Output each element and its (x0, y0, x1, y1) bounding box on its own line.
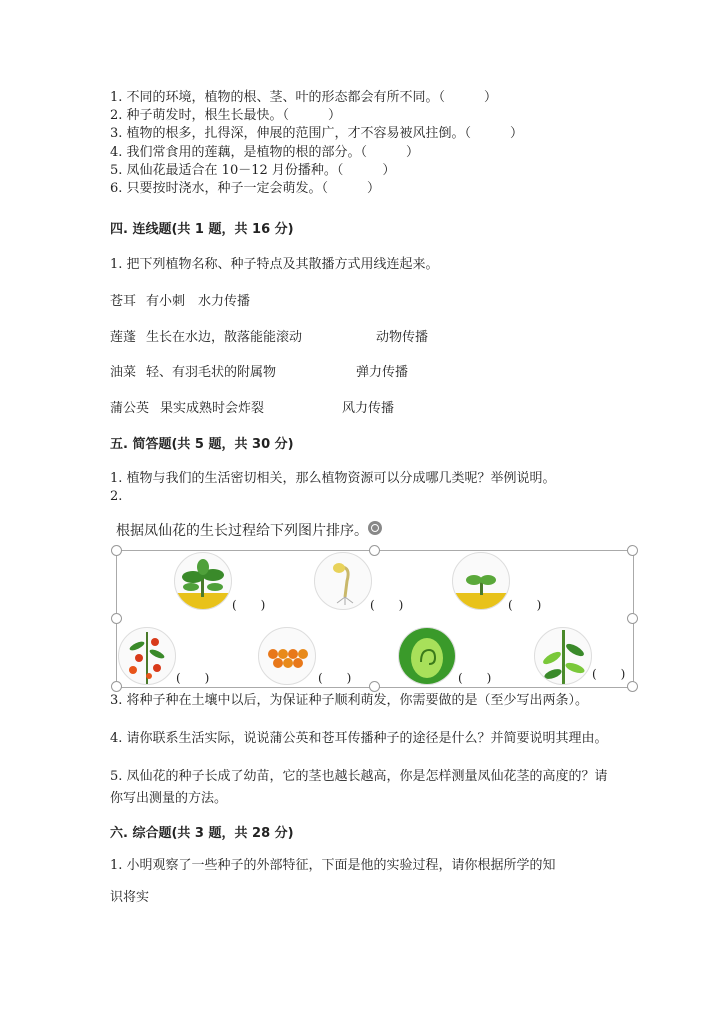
answer-blank[interactable]: ( ) (458, 671, 492, 685)
resize-handle[interactable] (111, 613, 122, 624)
seed-feature: 轻、有羽毛状的附属物 (146, 365, 277, 380)
section-heading: 五. 简答题(共 5 题，共 30 分) (110, 437, 294, 452)
resize-handle[interactable] (627, 545, 638, 556)
answer-blank[interactable]: ( ) (370, 598, 404, 612)
question-text: 3. 将种子种在土壤中以后，为保证种子顺利萌发，你需要做的是（至少写出两条）。 (110, 693, 589, 708)
answer-blank[interactable]: ( ) (508, 598, 542, 612)
resize-handle[interactable] (627, 681, 638, 692)
young-plant-icon (534, 627, 592, 685)
answer-blank[interactable]: ( ) (318, 671, 352, 685)
answer-blank[interactable]: ( ) (232, 598, 266, 612)
judgement-item: 3. 植物的根多，扎得深，伸展的范围广，才不容易被风拄倒。（ ） (110, 126, 524, 141)
question-text: 1. 植物与我们的生活密切相关，那么植物资源可以分成哪几类呢？举例说明。 (110, 471, 556, 486)
question-text: 4. 请你联系生活实际，说说蒲公英和苍耳传播种子的途径是什么？并简要说明其理由。 (110, 731, 608, 746)
judgement-item: 6. 只要按时浇水，种子一定会萌发。（ ） (110, 181, 381, 196)
flowering-plant-icon (118, 627, 176, 685)
seeds-icon (258, 627, 316, 685)
sprout-icon (452, 552, 510, 610)
answer-blank[interactable]: ( ) (176, 671, 210, 685)
resize-handle[interactable] (369, 545, 380, 556)
judgement-item: 2. 种子萌发时，根生长最快。（ ） (110, 108, 342, 123)
plant-name: 苍耳 (110, 294, 137, 309)
germinating-seed-icon (314, 552, 372, 610)
spread-method: 动物传播 (376, 330, 429, 345)
seed-pod-icon (398, 627, 456, 685)
spread-method: 风力传播 (342, 401, 395, 416)
answer-blank[interactable]: ( ) (592, 667, 626, 681)
question-text: 2. (110, 489, 123, 504)
seed-feature: 果实成熟时会炸裂 (160, 401, 265, 416)
plant-name: 蒲公英 (110, 401, 150, 416)
judgement-item: 4. 我们常食用的莲藕，是植物的根的部分。（ ） (110, 145, 420, 160)
zoom-icon[interactable] (368, 521, 382, 535)
question-text: 1. 把下列植物名称、种子特点及其散播方式用线连起来。 (110, 257, 439, 272)
judgement-item: 5. 凤仙花最适合在 10－12 月份播种。（ ） (110, 163, 396, 178)
question-text: 5. 凤仙花的种子长成了幼苗，它的茎也越长越高，你是怎样测量凤仙花茎的高度的？请你写出测量的方法。 (110, 769, 608, 806)
image-caption: 根据凤仙花的生长过程给下列图片排序。 (116, 523, 368, 539)
judgement-item: 1. 不同的环境，植物的根、茎、叶的形态都会有所不同。（ ） (110, 90, 498, 105)
question-text: 识将实 (110, 890, 150, 905)
question-text: 1. 小明观察了一些种子的外部特征，下面是他的实验过程，请你根据所学的知 (110, 858, 556, 873)
seed-feature: 有小刺 (146, 294, 186, 309)
plant-name: 莲蓬 (110, 330, 137, 345)
seed-feature: 生长在水边，散落能能滚动 (146, 330, 303, 345)
resize-handle[interactable] (627, 613, 638, 624)
seedling-leaves-icon (174, 552, 232, 610)
plant-name: 油菜 (110, 365, 137, 380)
resize-handle[interactable] (111, 545, 122, 556)
section-heading: 四. 连线题(共 1 题，共 16 分) (110, 222, 294, 237)
section-heading: 六. 综合题(共 3 题，共 28 分) (110, 826, 294, 841)
spread-method: 弹力传播 (356, 365, 409, 380)
spread-method: 水力传播 (198, 294, 251, 309)
